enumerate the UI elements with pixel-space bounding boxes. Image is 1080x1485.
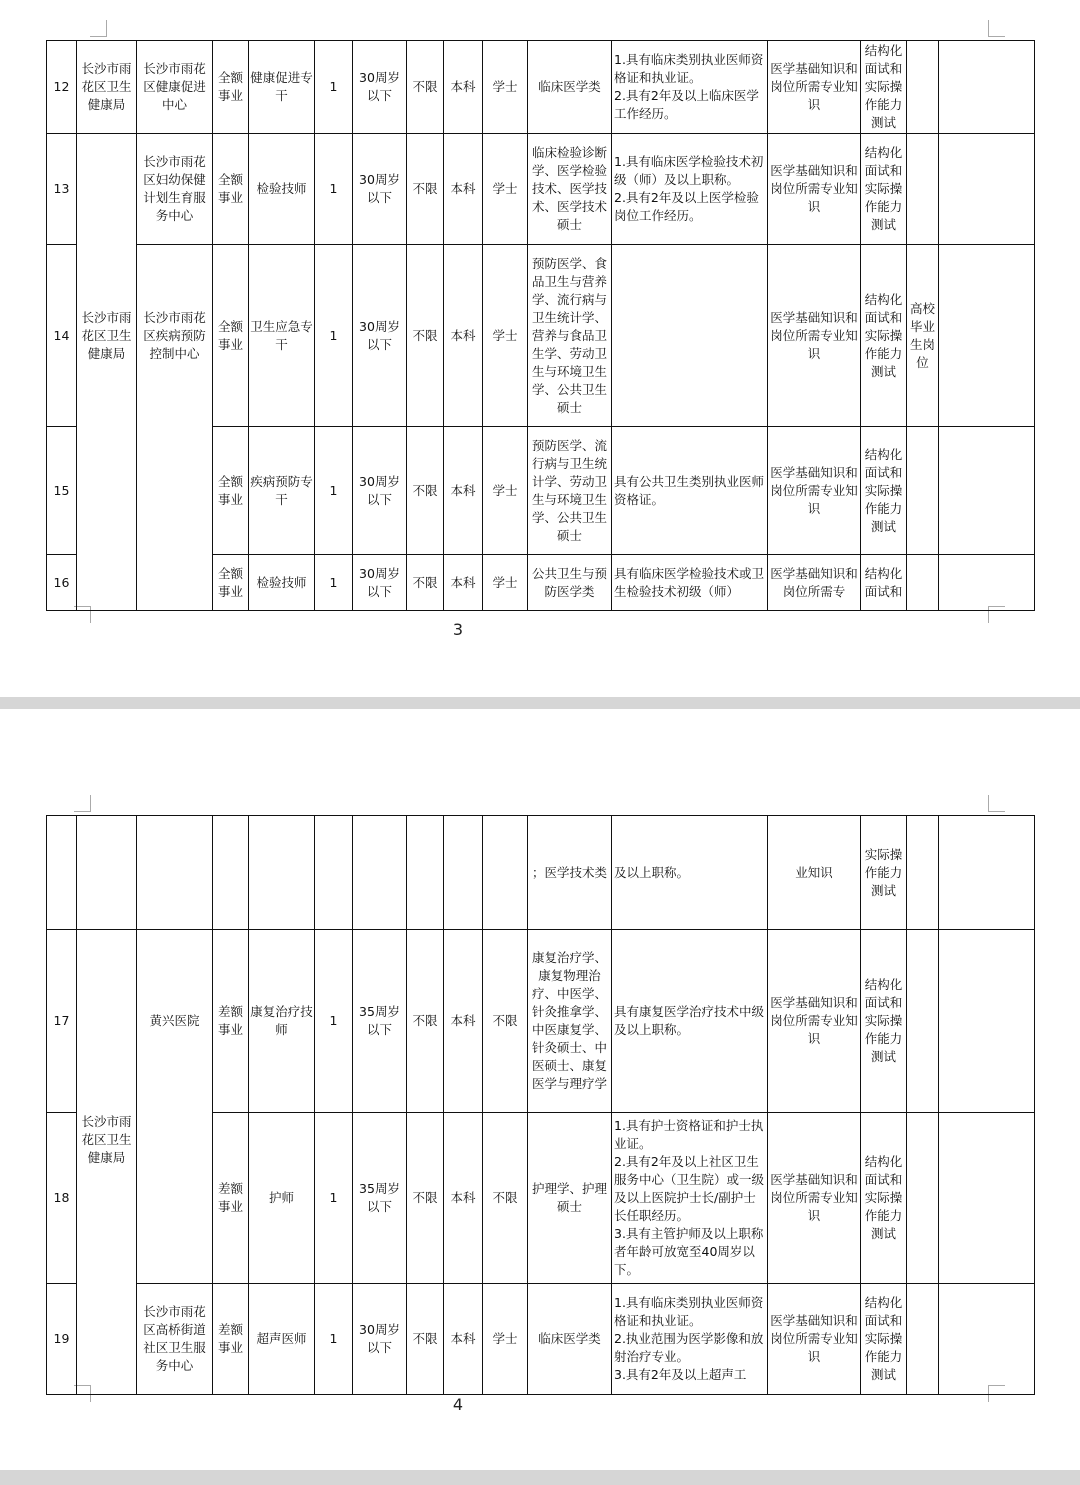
empty-cell [939,1113,1035,1284]
remark-cell [907,41,939,134]
table-row [47,1284,1035,1395]
department-cell [77,930,137,1113]
nature-cell: 差额事业 [213,1113,249,1284]
page-4 [0,709,1080,1470]
requirements-cell [612,245,768,427]
interview-cell: 结构化面试和实际操作能力测试 [861,1113,907,1284]
table-row [47,555,1035,611]
education-cell: 本科 [444,555,483,611]
page-number: 3 [452,620,464,639]
nature-cell: 全额事业 [213,427,249,555]
degree-cell [483,816,528,930]
gender-cell: 不限 [407,41,444,134]
age-cell: 30周岁以下 [353,427,407,555]
exam-cell: 医学基础知识和岗位所需专业知识 [768,1113,861,1284]
gender-cell: 不限 [407,555,444,611]
gender-cell [407,816,444,930]
degree-cell: 学士 [483,41,528,134]
education-cell: 本科 [444,1284,483,1395]
empty-cell [939,930,1035,1113]
post-cell: 检验技师 [249,134,315,245]
gender-cell: 不限 [407,1284,444,1395]
requirements-cell: 具有临床医学检验技术或卫生检验技术初级（师） [612,555,768,611]
table-row [47,427,1035,555]
unit-cell [137,427,213,555]
department-cell: 长沙市雨花区卫生健康局 [77,41,137,134]
major-cell: 临床医学类 [528,1284,612,1395]
exam-cell: 医学基础知识和岗位所需专业知识 [768,41,861,134]
empty-cell [939,816,1035,930]
count-cell: 1 [315,930,353,1113]
gender-cell: 不限 [407,245,444,427]
remark-cell [907,427,939,555]
requirements-cell: 1.具有护士资格证和护士执业证。 2.具有2年及以上社区卫生服务中心（卫生院）或一级及以上医院护士长/副护士长任职经历。 3.具有主管护师及以上职称者年龄可放宽至40周岁以下。 [612,1113,768,1284]
age-cell: 35周岁以下 [353,1113,407,1284]
remark-cell [907,930,939,1113]
empty-cell [939,245,1035,427]
nature-cell: 差额事业 [213,930,249,1113]
education-cell: 本科 [444,1113,483,1284]
table-row [47,930,1035,1113]
unit-cell: 长沙市雨花区健康促进中心 [137,41,213,134]
department-cell [77,427,137,555]
remark-cell [907,555,939,611]
interview-cell: 实际操作能力测试 [861,816,907,930]
table-row [47,41,1035,134]
count-cell [315,816,353,930]
count-cell: 1 [315,134,353,245]
row-number: 14 [47,245,77,427]
department-cell [77,1284,137,1395]
remark-cell [907,1284,939,1395]
major-cell: 公共卫生与预防医学类 [528,555,612,611]
post-cell: 康复治疗技师 [249,930,315,1113]
crop-mark [988,795,1005,812]
unit-cell [137,1113,213,1284]
age-cell [353,816,407,930]
requirements-cell: 具有公共卫生类别执业医师资格证。 [612,427,768,555]
recruitment-table-page-3 [46,40,1035,611]
page-separator [0,1470,1080,1485]
exam-cell: 医学基础知识和岗位所需专业知识 [768,134,861,245]
row-number: 16 [47,555,77,611]
table-row [47,1113,1035,1284]
requirements-cell: 1.具有临床类别执业医师资格证和执业证。 2.具有2年及以上临床医学工作经历。 [612,41,768,134]
unit-cell [137,816,213,930]
crop-mark [988,20,1005,37]
degree-cell: 不限 [483,1113,528,1284]
exam-cell: 医学基础知识和岗位所需专业知识 [768,245,861,427]
interview-cell: 结构化面试和实际操作能力测试 [861,134,907,245]
major-cell: 康复治疗学、康复物理治疗、中医学、针灸推拿学、中医康复学、针灸硕士、中医硕士、康复医学与理疗学 [528,930,612,1113]
gender-cell: 不限 [407,930,444,1113]
department-cell [77,134,137,245]
education-cell: 本科 [444,134,483,245]
page-3 [0,0,1080,697]
requirements-cell: 1.具有临床医学检验技术初级（师）及以上职称。 2.具有2年及以上医学检验岗位工作经历。 [612,134,768,245]
department-cell: 长沙市雨花区卫生健康局 [77,245,137,427]
post-cell: 检验技师 [249,555,315,611]
education-cell: 本科 [444,41,483,134]
interview-cell: 结构化面试和实际操作能力测试 [861,427,907,555]
remark-cell [907,1113,939,1284]
count-cell: 1 [315,555,353,611]
row-number [47,816,77,930]
post-cell: 健康促进专干 [249,41,315,134]
count-cell: 1 [315,427,353,555]
degree-cell: 不限 [483,930,528,1113]
degree-cell: 学士 [483,134,528,245]
empty-cell [939,427,1035,555]
major-cell: 临床检验诊断学、医学检验技术、医学技术、医学技术硕士 [528,134,612,245]
interview-cell: 结构化面试和实际操作能力测试 [861,41,907,134]
requirements-cell: 具有康复医学治疗技术中级及以上职称。 [612,930,768,1113]
table-row [47,134,1035,245]
count-cell: 1 [315,245,353,427]
remark-cell: 高校毕业生岗位 [907,245,939,427]
crop-mark [74,795,91,812]
table-row [47,816,1035,930]
unit-cell: 黄兴医院 [137,930,213,1113]
age-cell: 30周岁以下 [353,134,407,245]
gender-cell: 不限 [407,427,444,555]
unit-cell [137,555,213,611]
education-cell: 本科 [444,930,483,1113]
major-cell: 护理学、护理硕士 [528,1113,612,1284]
exam-cell: 医学基础知识和岗位所需专业知识 [768,427,861,555]
row-number: 13 [47,134,77,245]
post-cell: 卫生应急专干 [249,245,315,427]
exam-cell: 业知识 [768,816,861,930]
empty-cell [939,41,1035,134]
interview-cell: 结构化面试和 [861,555,907,611]
gender-cell: 不限 [407,134,444,245]
age-cell: 30周岁以下 [353,1284,407,1395]
department-cell: 长沙市雨花区卫生健康局 [77,1113,137,1284]
recruitment-table-page-4 [46,815,1035,1395]
exam-cell: 医学基础知识和岗位所需专业知识 [768,930,861,1113]
nature-cell: 全额事业 [213,555,249,611]
requirements-cell: 1.具有临床类别执业医师资格证和执业证。 2.执业范围为医学影像和放射治疗专业。 3.具有2年及以上超声工 [612,1284,768,1395]
nature-cell: 全额事业 [213,134,249,245]
count-cell: 1 [315,1113,353,1284]
unit-cell: 长沙市雨花区高桥街道社区卫生服务中心 [137,1284,213,1395]
remark-cell [907,816,939,930]
major-cell: 临床医学类 [528,41,612,134]
age-cell: 30周岁以下 [353,555,407,611]
interview-cell: 结构化面试和实际操作能力测试 [861,1284,907,1395]
interview-cell: 结构化面试和实际操作能力测试 [861,245,907,427]
count-cell: 1 [315,1284,353,1395]
page-separator [0,697,1080,709]
age-cell: 30周岁以下 [353,41,407,134]
row-number: 18 [47,1113,77,1284]
post-cell [249,816,315,930]
page-number: 4 [452,1395,464,1414]
remark-cell [907,134,939,245]
age-cell: 35周岁以下 [353,930,407,1113]
crop-mark [90,20,107,37]
degree-cell: 学士 [483,427,528,555]
nature-cell: 全额事业 [213,41,249,134]
major-cell: 预防医学、流行病与卫生统计学、劳动卫生与环境卫生学、公共卫生硕士 [528,427,612,555]
row-number: 12 [47,41,77,134]
empty-cell [939,555,1035,611]
post-cell: 护师 [249,1113,315,1284]
post-cell: 超声医师 [249,1284,315,1395]
table-row [47,245,1035,427]
unit-cell: 长沙市雨花区疾病预防控制中心 [137,245,213,427]
nature-cell: 全额事业 [213,245,249,427]
exam-cell: 医学基础知识和岗位所需专 [768,555,861,611]
degree-cell: 学士 [483,1284,528,1395]
department-cell [77,555,137,611]
requirements-cell: 及以上职称。 [612,816,768,930]
department-cell [77,816,137,930]
unit-cell: 长沙市雨花区妇幼保健计划生育服务中心 [137,134,213,245]
education-cell [444,816,483,930]
interview-cell: 结构化面试和实际操作能力测试 [861,930,907,1113]
nature-cell [213,816,249,930]
major-cell: ；医学技术类 [528,816,612,930]
row-number: 19 [47,1284,77,1395]
age-cell: 30周岁以下 [353,245,407,427]
degree-cell: 学士 [483,555,528,611]
post-cell: 疾病预防专干 [249,427,315,555]
empty-cell [939,1284,1035,1395]
education-cell: 本科 [444,427,483,555]
degree-cell: 学士 [483,245,528,427]
gender-cell: 不限 [407,1113,444,1284]
major-cell: 预防医学、食品卫生与营养学、流行病与卫生统计学、营养与食品卫生学、劳动卫生与环境卫生学、公共卫生硕士 [528,245,612,427]
exam-cell: 医学基础知识和岗位所需专业知识 [768,1284,861,1395]
education-cell: 本科 [444,245,483,427]
empty-cell [939,134,1035,245]
row-number: 17 [47,930,77,1113]
count-cell: 1 [315,41,353,134]
row-number: 15 [47,427,77,555]
nature-cell: 差额事业 [213,1284,249,1395]
